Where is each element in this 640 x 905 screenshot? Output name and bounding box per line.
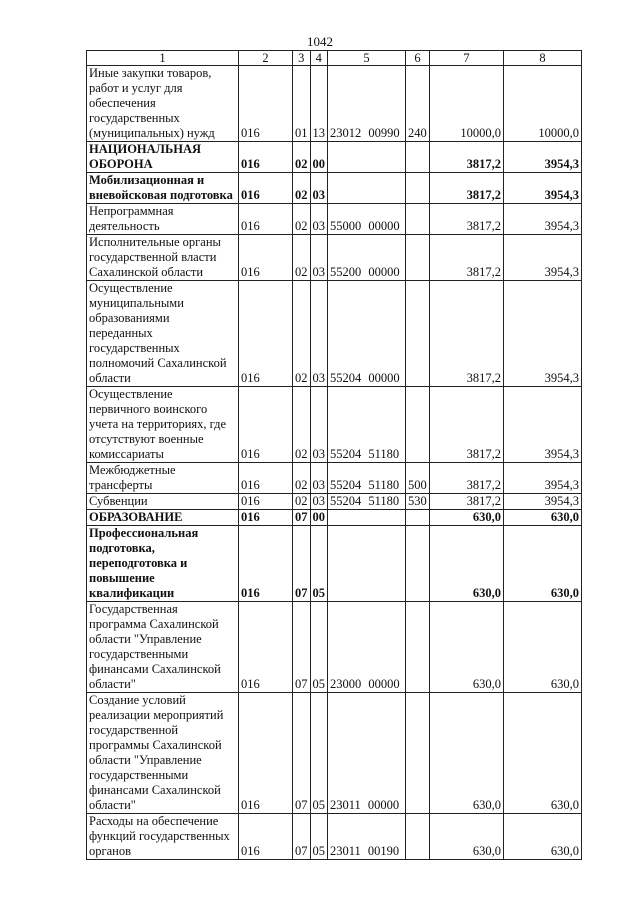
subsection-code-cell: 05	[310, 602, 328, 693]
table-row	[87, 693, 582, 814]
expense-type-cell	[406, 526, 430, 602]
header-row	[87, 51, 582, 66]
amount-year2-cell: 630,0	[504, 602, 582, 693]
amount-year1-cell: 630,0	[430, 526, 504, 602]
amount-year1-cell: 630,0	[430, 602, 504, 693]
expense-type-cell: 530	[406, 494, 430, 510]
section-code-cell: 02	[293, 204, 311, 235]
table-row	[87, 204, 582, 235]
item-name-cell: Осуществление муниципальными образованиями переданных государственных полномочий Сахалинской области	[87, 281, 239, 387]
amount-year1-cell: 10000,0	[430, 66, 504, 142]
table-row	[87, 387, 582, 463]
table-row	[87, 814, 582, 860]
target-article-cell: 55000 00000	[328, 204, 406, 235]
amount-year2-cell: 630,0	[504, 510, 582, 526]
section-code-cell: 02	[293, 494, 311, 510]
expense-type-cell	[406, 281, 430, 387]
subsection-code-cell: 05	[310, 693, 328, 814]
amount-year2-cell: 630,0	[504, 693, 582, 814]
page-number: 1042	[307, 34, 333, 49]
expense-type-cell: 500	[406, 463, 430, 494]
subsection-code-cell: 03	[310, 204, 328, 235]
expense-type-cell	[406, 142, 430, 173]
ministry-code-cell: 016	[239, 66, 293, 142]
target-article-cell: 55204 51180	[328, 463, 406, 494]
amount-year1-cell: 630,0	[430, 693, 504, 814]
item-name-cell: ОБРАЗОВАНИЕ	[87, 510, 239, 526]
section-code-cell: 02	[293, 281, 311, 387]
section-code-cell: 02	[293, 235, 311, 281]
budget-table	[86, 50, 582, 860]
table-row	[87, 526, 582, 602]
ministry-code-cell: 016	[239, 814, 293, 860]
item-name-cell: НАЦИОНАЛЬНАЯ ОБОРОНА	[87, 142, 239, 173]
item-name-cell: Государственная программа Сахалинской области "Управление государственными финансами Сахалинской области"	[87, 602, 239, 693]
item-name-cell: Непрограммная деятельность	[87, 204, 239, 235]
subsection-code-cell: 00	[310, 510, 328, 526]
target-article-cell: 55204 51180	[328, 494, 406, 510]
expense-type-cell	[406, 235, 430, 281]
amount-year2-cell: 3954,3	[504, 494, 582, 510]
amount-year1-cell: 3817,2	[430, 142, 504, 173]
ministry-code-cell: 016	[239, 387, 293, 463]
item-name-cell: Субвенции	[87, 494, 239, 510]
target-article-cell	[328, 526, 406, 602]
item-name-cell: Иные закупки товаров, работ и услуг для обеспечения государственных (муниципальных) нужд	[87, 66, 239, 142]
expense-type-cell	[406, 173, 430, 204]
section-code-cell: 02	[293, 173, 311, 204]
table-row	[87, 494, 582, 510]
ministry-code-cell: 016	[239, 235, 293, 281]
target-article-cell: 55200 00000	[328, 235, 406, 281]
target-article-cell	[328, 142, 406, 173]
subsection-code-cell: 03	[310, 494, 328, 510]
subsection-code-cell: 03	[310, 281, 328, 387]
amount-year1-cell: 3817,2	[430, 173, 504, 204]
amount-year1-cell: 3817,2	[430, 387, 504, 463]
ministry-code-cell: 016	[239, 510, 293, 526]
target-article-cell: 23000 00000	[328, 602, 406, 693]
target-article-cell: 23012 00990	[328, 66, 406, 142]
header-cell: 4	[310, 51, 328, 66]
section-code-cell: 07	[293, 526, 311, 602]
section-code-cell: 02	[293, 387, 311, 463]
subsection-code-cell: 03	[310, 463, 328, 494]
header-cell: 3	[293, 51, 311, 66]
table-row	[87, 281, 582, 387]
header-cell: 2	[239, 51, 293, 66]
subsection-code-cell: 00	[310, 142, 328, 173]
amount-year1-cell: 630,0	[430, 814, 504, 860]
section-code-cell: 07	[293, 814, 311, 860]
target-article-cell	[328, 510, 406, 526]
amount-year1-cell: 630,0	[430, 510, 504, 526]
section-code-cell: 02	[293, 463, 311, 494]
table-row	[87, 173, 582, 204]
header-cell: 5	[328, 51, 406, 66]
item-name-cell: Мобилизационная и вневойсковая подготовка	[87, 173, 239, 204]
amount-year2-cell: 630,0	[504, 526, 582, 602]
expense-type-cell	[406, 602, 430, 693]
subsection-code-cell: 03	[310, 387, 328, 463]
table-row	[87, 602, 582, 693]
subsection-code-cell: 03	[310, 235, 328, 281]
amount-year2-cell: 630,0	[504, 814, 582, 860]
amount-year1-cell: 3817,2	[430, 494, 504, 510]
target-article-cell: 23011 00190	[328, 814, 406, 860]
expense-type-cell	[406, 693, 430, 814]
header-cell: 7	[430, 51, 504, 66]
amount-year1-cell: 3817,2	[430, 281, 504, 387]
amount-year2-cell: 3954,3	[504, 463, 582, 494]
ministry-code-cell: 016	[239, 281, 293, 387]
section-code-cell: 01	[293, 66, 311, 142]
ministry-code-cell: 016	[239, 142, 293, 173]
subsection-code-cell: 05	[310, 526, 328, 602]
table-row	[87, 66, 582, 142]
subsection-code-cell: 05	[310, 814, 328, 860]
section-code-cell: 07	[293, 602, 311, 693]
item-name-cell: Расходы на обеспечение функций государственных органов	[87, 814, 239, 860]
expense-type-cell	[406, 387, 430, 463]
ministry-code-cell: 016	[239, 693, 293, 814]
item-name-cell: Межбюджетные трансферты	[87, 463, 239, 494]
target-article-cell: 23011 00000	[328, 693, 406, 814]
table-row	[87, 235, 582, 281]
ministry-code-cell: 016	[239, 463, 293, 494]
header-cell: 8	[504, 51, 582, 66]
expense-type-cell	[406, 814, 430, 860]
amount-year2-cell: 3954,3	[504, 387, 582, 463]
header-cell: 1	[87, 51, 239, 66]
item-name-cell: Осуществление первичного воинского учета на территориях, где отсутствуют военные комиссариаты	[87, 387, 239, 463]
amount-year2-cell: 10000,0	[504, 66, 582, 142]
ministry-code-cell: 016	[239, 173, 293, 204]
ministry-code-cell: 016	[239, 494, 293, 510]
amount-year2-cell: 3954,3	[504, 204, 582, 235]
subsection-code-cell: 13	[310, 66, 328, 142]
ministry-code-cell: 016	[239, 602, 293, 693]
table-row	[87, 463, 582, 494]
table-row	[87, 510, 582, 526]
ministry-code-cell: 016	[239, 526, 293, 602]
section-code-cell: 02	[293, 142, 311, 173]
table-row	[87, 142, 582, 173]
item-name-cell: Исполнительные органы государственной власти Сахалинской области	[87, 235, 239, 281]
ministry-code-cell: 016	[239, 204, 293, 235]
expense-type-cell	[406, 510, 430, 526]
amount-year2-cell: 3954,3	[504, 173, 582, 204]
expense-type-cell	[406, 204, 430, 235]
amount-year1-cell: 3817,2	[430, 463, 504, 494]
target-article-cell	[328, 173, 406, 204]
subsection-code-cell: 03	[310, 173, 328, 204]
item-name-cell: Создание условий реализации мероприятий государственной программы Сахалинской области "Управление государственными финансами Сахалинской области"	[87, 693, 239, 814]
amount-year2-cell: 3954,3	[504, 142, 582, 173]
amount-year1-cell: 3817,2	[430, 235, 504, 281]
amount-year2-cell: 3954,3	[504, 235, 582, 281]
item-name-cell: Профессиональная подготовка, переподготовка и повышение квалификации	[87, 526, 239, 602]
expense-type-cell: 240	[406, 66, 430, 142]
header-cell: 6	[406, 51, 430, 66]
target-article-cell: 55204 00000	[328, 281, 406, 387]
amount-year1-cell: 3817,2	[430, 204, 504, 235]
amount-year2-cell: 3954,3	[504, 281, 582, 387]
section-code-cell: 07	[293, 693, 311, 814]
target-article-cell: 55204 51180	[328, 387, 406, 463]
section-code-cell: 07	[293, 510, 311, 526]
